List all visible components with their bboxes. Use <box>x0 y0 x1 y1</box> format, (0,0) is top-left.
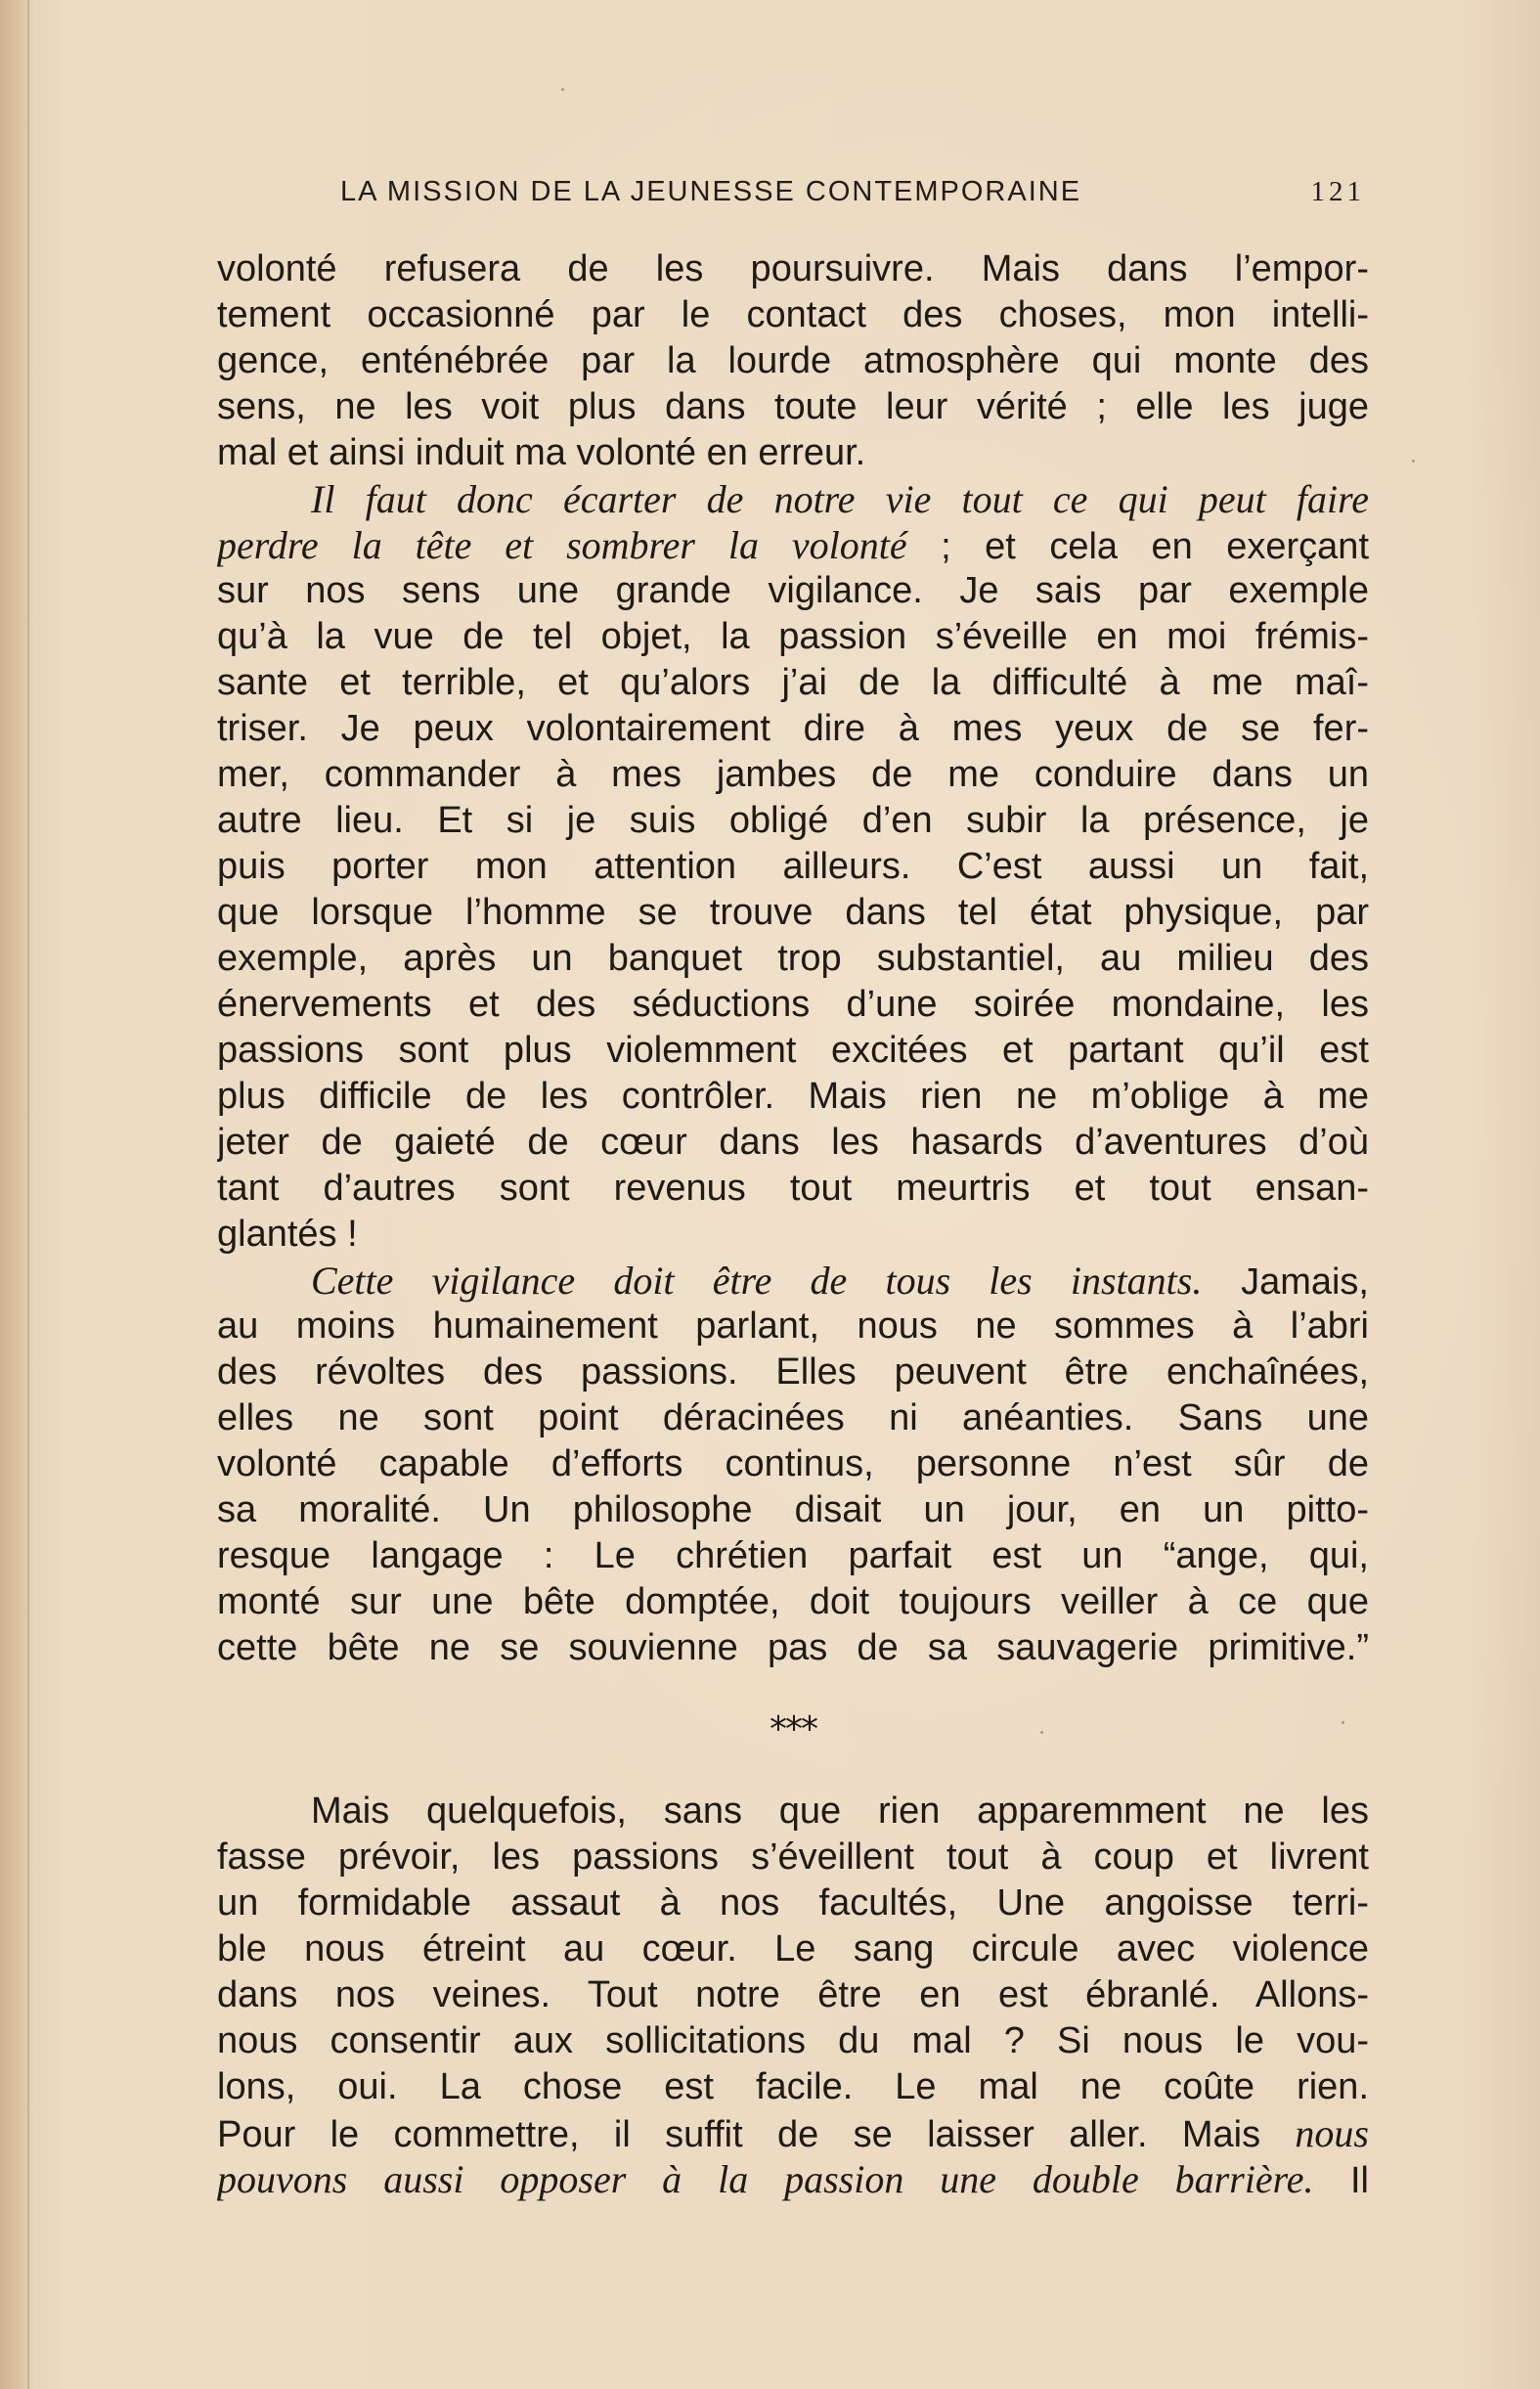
section-separator: *** <box>770 1709 816 1749</box>
text-line: monté sur une bête domptée, doit toujours veiller à ce que <box>217 1581 1369 1622</box>
text-line: Il faut donc écarter de notre vie tout ce qui peut faire <box>311 477 1369 521</box>
text-line: énervements et des séductions d’une soirée mondaine, les <box>217 984 1369 1025</box>
running-header <box>340 176 1365 215</box>
text-line: Pour le commettre, il suffit de se laisser aller. Mais nous <box>217 2111 1369 2155</box>
text-line: Cette vigilance doit être de tous les instants. Jamais, <box>311 1259 1369 1303</box>
running-title: LA MISSION DE LA JEUNESSE CONTEMPORAINE <box>340 176 1082 207</box>
text-line: jeter de gaieté de cœur dans les hasards d’aventures d’où <box>217 1122 1369 1163</box>
text-line: sens, ne les voit plus dans toute leur vérité ; elle les juge <box>217 386 1369 427</box>
text-line: volonté refusera de les poursuivre. Mais dans l’empor- <box>217 248 1369 289</box>
text-line: resque langage : Le chrétien parfait est un “ange, qui, <box>217 1535 1369 1576</box>
text-line: Mais quelquefois, sans que rien apparemment ne les <box>311 1791 1369 1832</box>
text-line: mer, commander à mes jambes de me conduire dans un <box>217 754 1369 795</box>
text-line: cette bête ne se souvienne pas de sa sauvagerie primitive.” <box>217 1627 1369 1668</box>
text-line: sa moralité. Un philosophe disait un jour, en un pitto- <box>217 1489 1369 1530</box>
text-line: glantés ! <box>217 1214 358 1255</box>
text-line: qu’à la vue de tel objet, la passion s’éveille en moi frémis- <box>217 616 1369 657</box>
text-line: autre lieu. Et si je suis obligé d’en subir la présence, je <box>217 800 1369 841</box>
text-line: fasse prévoir, les passions s’éveillent tout à coup et livrent <box>217 1836 1369 1878</box>
text-line: au moins humainement parlant, nous ne sommes à l’abri <box>217 1305 1369 1347</box>
text-line: volonté capable d’efforts continus, personne n’est sûr de <box>217 1443 1369 1484</box>
paper-speck <box>1412 460 1415 463</box>
text-line: ble nous étreint au cœur. Le sang circule avec violence <box>217 1928 1369 1969</box>
text-line: pouvons aussi opposer à la passion une double barrière. Il <box>217 2157 1369 2201</box>
text-line: passions sont plus violemment excitées et partant qu’il est <box>217 1030 1369 1071</box>
text-line: lons, oui. La chose est facile. Le mal ne coûte rien. <box>217 2066 1369 2107</box>
text-line: mal et ainsi induit ma volonté en erreur. <box>217 432 866 473</box>
text-line: des révoltes des passions. Elles peuvent être enchaînées, <box>217 1351 1369 1393</box>
text-line: dans nos veines. Tout notre être en est ébranlé. Allons- <box>217 1974 1369 2015</box>
body-text <box>217 246 1369 2202</box>
text-line: un formidable assaut à nos facultés, Une angoisse terri- <box>217 1882 1369 1924</box>
gutter-edge <box>27 0 29 2389</box>
paper-speck <box>561 88 564 91</box>
page-number: 121 <box>1310 176 1365 207</box>
text-line: sante et terrible, et qu’alors j’ai de la difficulté à me maî- <box>217 662 1369 703</box>
text-line: tant d’autres sont revenus tout meurtris et tout ensan- <box>217 1168 1369 1209</box>
text-line: triser. Je peux volontairement dire à mes yeux de se fer- <box>217 708 1369 749</box>
text-line: puis porter mon attention ailleurs. C’est aussi un fait, <box>217 846 1369 887</box>
text-line: plus difficile de les contrôler. Mais rien ne m’oblige à me <box>217 1076 1369 1117</box>
text-line: tement occasionné par le contact des choses, mon intelli- <box>217 294 1369 335</box>
text-line: perdre la tête et sombrer la volonté ; et cela en exerçant <box>217 523 1369 567</box>
text-line: nous consentir aux sollicitations du mal ? Si nous le vou- <box>217 2020 1369 2061</box>
text-line: exemple, après un banquet trop substantiel, au milieu des <box>217 938 1369 979</box>
text-line: sur nos sens une grande vigilance. Je sais par exemple <box>217 570 1369 611</box>
text-line: gence, enténébrée par la lourde atmosphère qui monte des <box>217 340 1369 381</box>
text-line: elles ne sont point déracinées ni anéanties. Sans une <box>217 1397 1369 1438</box>
text-line: que lorsque l’homme se trouve dans tel état physique, par <box>217 892 1369 933</box>
